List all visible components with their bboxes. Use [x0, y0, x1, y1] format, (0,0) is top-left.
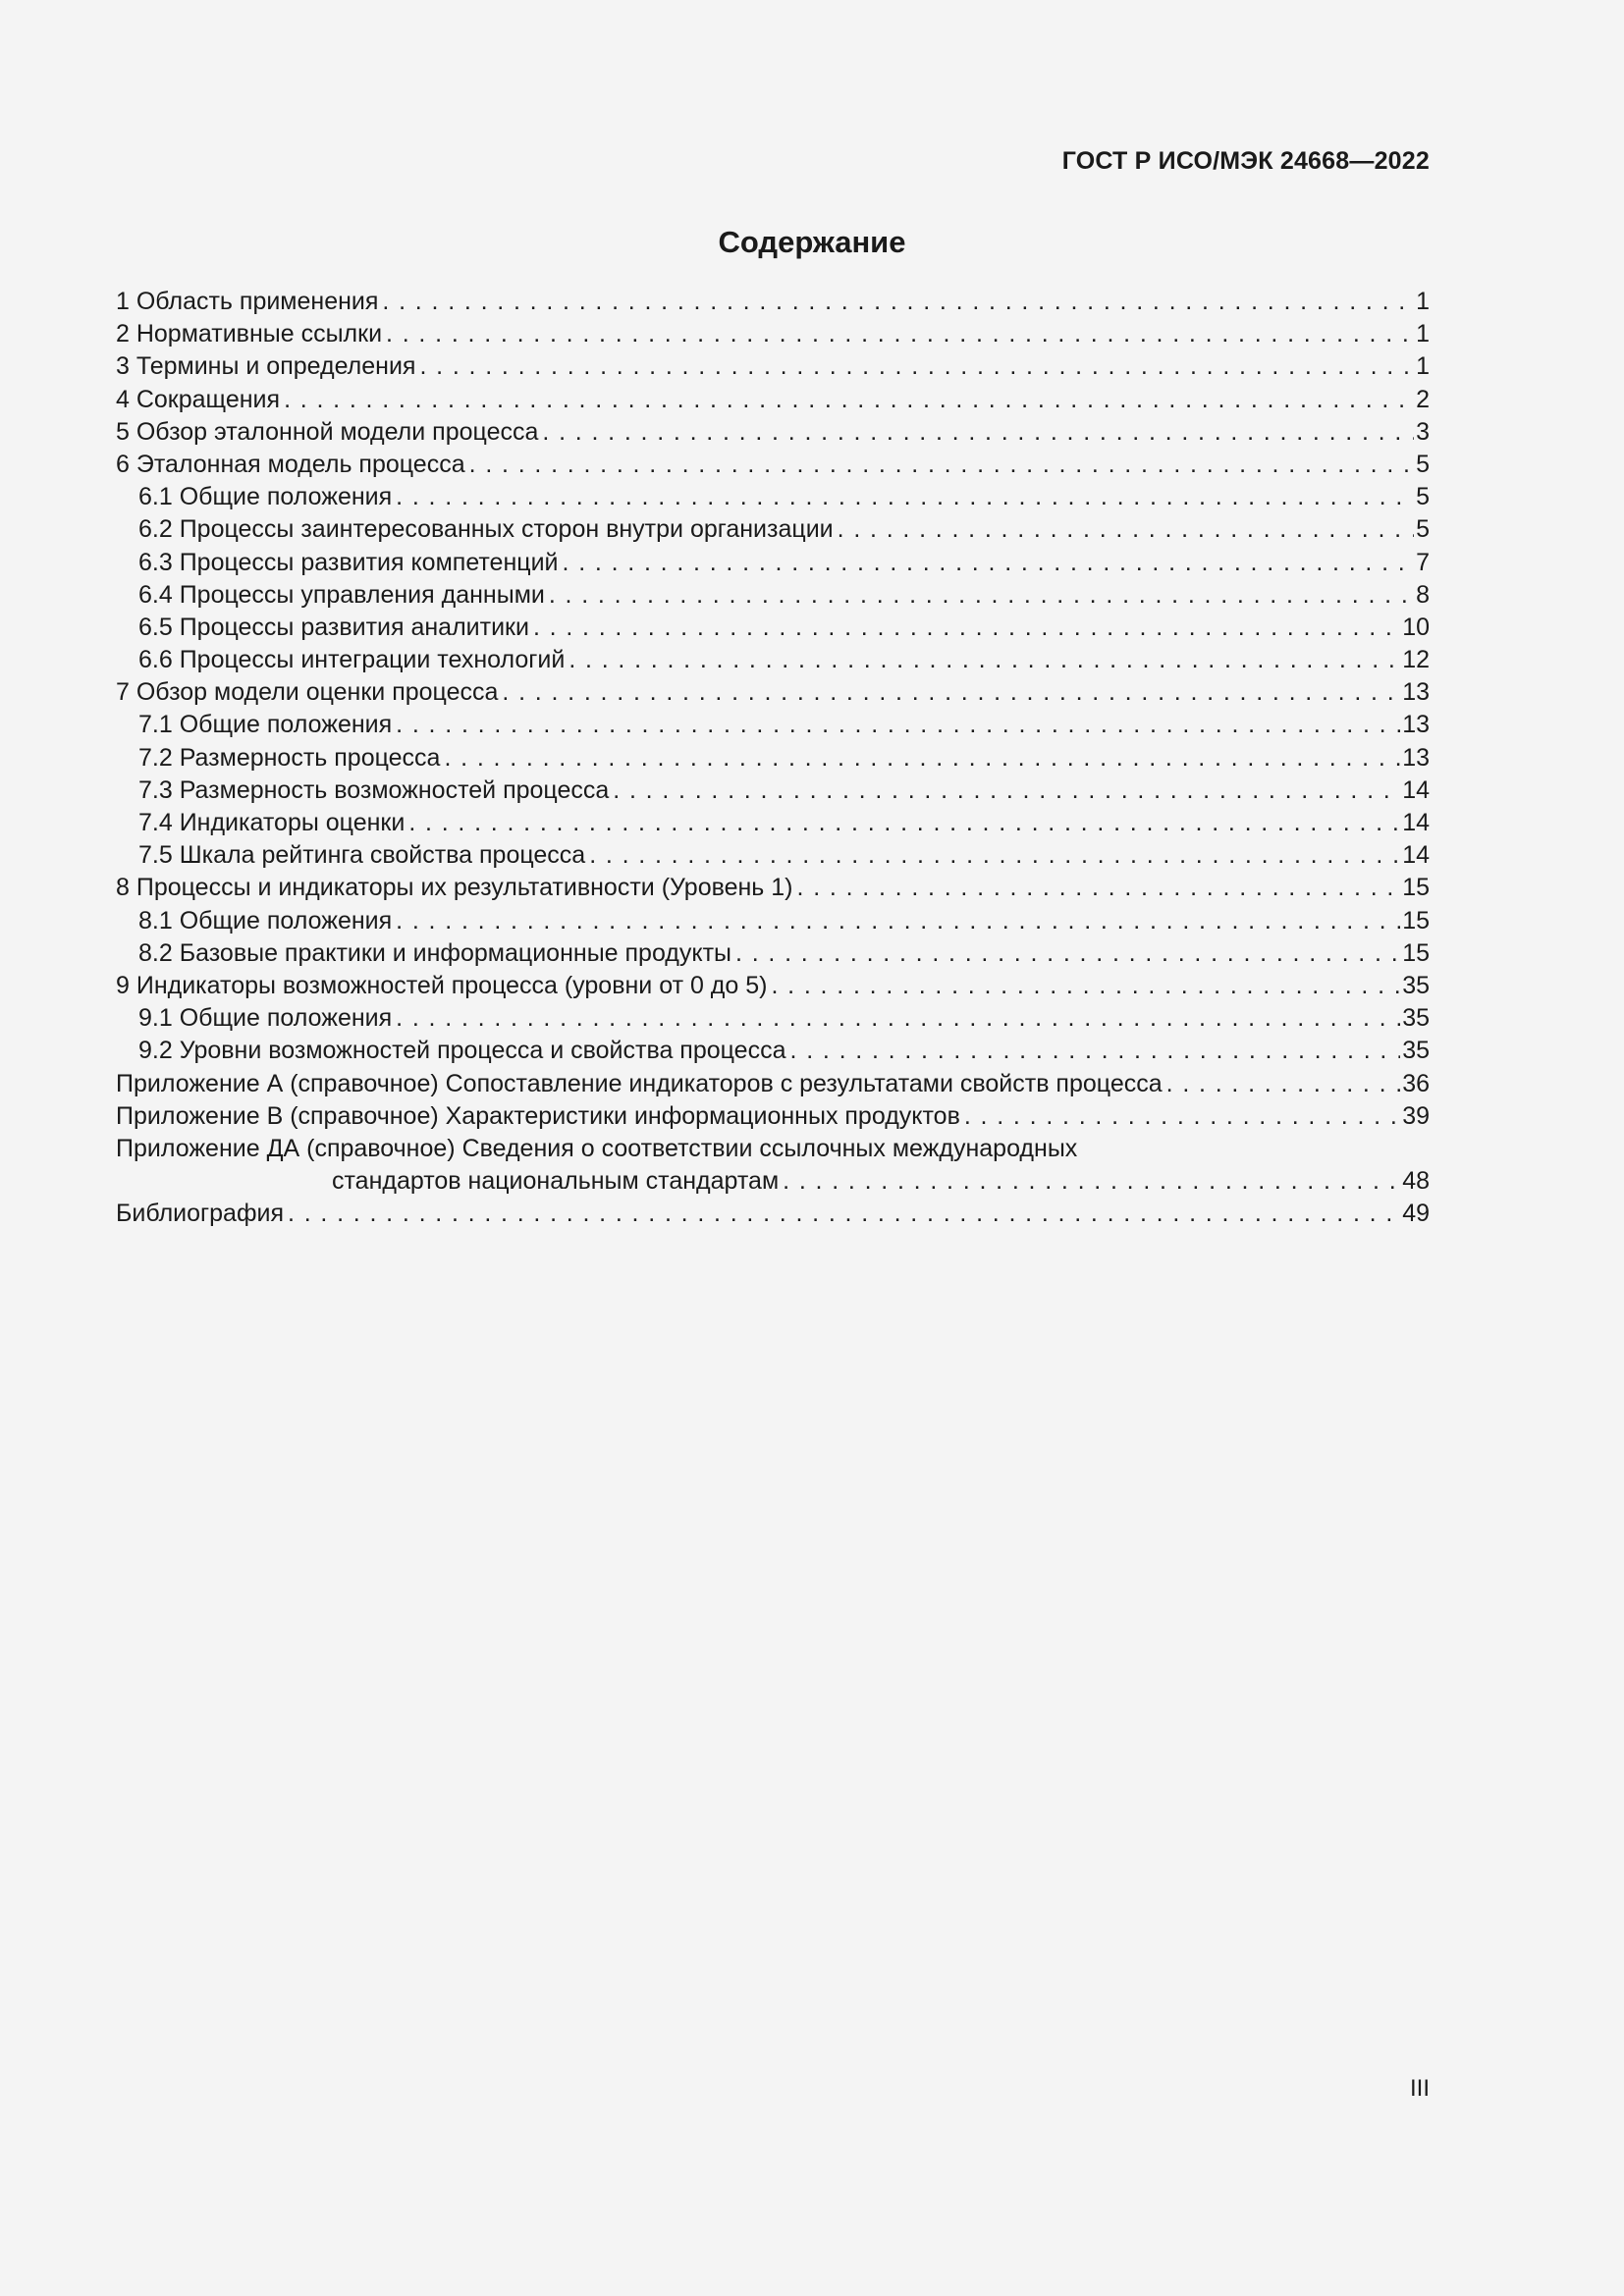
toc-entry-label: 7.4 Индикаторы оценки: [138, 809, 406, 836]
toc-entry-page: 13: [1402, 711, 1430, 739]
toc-leader-dots: [589, 839, 1400, 872]
document-code: ГОСТ Р ИСО/МЭК 24668—2022: [1061, 147, 1430, 175]
toc-entry-8-1[interactable]: [116, 905, 1430, 937]
toc-entry-page: 35: [1402, 971, 1430, 999]
toc-leader-dots: [1166, 1068, 1401, 1100]
toc-entry-label: 7.2 Размерность процесса: [138, 743, 441, 772]
toc-entry-9[interactable]: [116, 970, 1430, 1002]
toc-entry-9-2[interactable]: [116, 1035, 1430, 1067]
toc-entry-5[interactable]: [116, 416, 1430, 449]
toc-entry-4[interactable]: [116, 384, 1430, 416]
toc-entry-label: 1 Область применения: [116, 288, 379, 315]
toc-entry-label: 6.5 Процессы развития аналитики: [138, 613, 529, 641]
toc-entry-page: 49: [1402, 1200, 1430, 1228]
toc-entry-page: 39: [1402, 1101, 1430, 1130]
toc-leader-dots: [502, 676, 1400, 709]
toc-leader-dots: [408, 807, 1400, 839]
toc-entry-page: 13: [1402, 743, 1430, 772]
toc-entry-appendix-a[interactable]: [116, 1068, 1430, 1100]
toc-entry-page: 14: [1402, 809, 1430, 836]
toc-leader-dots: [549, 579, 1414, 612]
toc-entry-page: 35: [1402, 1037, 1430, 1065]
toc-entry-7-1[interactable]: [116, 709, 1430, 741]
toc-entry-6-2[interactable]: [116, 513, 1430, 546]
toc-entry-8-2[interactable]: [116, 937, 1430, 970]
toc-entry-page: 36: [1402, 1069, 1430, 1097]
toc-leader-dots: [396, 709, 1400, 741]
toc-entry-label: 8.2 Базовые практики и информационные продукты: [138, 938, 732, 967]
toc-entry-1[interactable]: [116, 286, 1430, 318]
toc-leader-dots: [533, 612, 1400, 644]
page-number: III: [1409, 2075, 1430, 2102]
toc-leader-dots: [797, 872, 1401, 904]
toc-entry-bibliography[interactable]: [116, 1198, 1430, 1230]
toc-entry-page: 5: [1416, 515, 1430, 544]
toc-entry-appendix-da[interactable]: [116, 1133, 1430, 1165]
toc-leader-dots: [838, 513, 1414, 546]
toc-entry-label: 9.2 Уровни возможностей процесса и свойства процесса: [138, 1037, 786, 1065]
toc-entry-label: 7.1 Общие положения: [138, 711, 393, 739]
toc-entry-label: 7 Обзор модели оценки процесса: [116, 678, 499, 707]
toc-leader-dots: [790, 1035, 1401, 1067]
toc-leader-dots: [288, 1198, 1400, 1230]
toc-entry-label: 8 Процессы и индикаторы их результативности (Уровень 1): [116, 874, 793, 902]
toc-entry-6-3[interactable]: [116, 547, 1430, 579]
toc-leader-dots: [771, 970, 1400, 1002]
toc-entry-page: 7: [1416, 548, 1430, 576]
toc-leader-dots: [396, 481, 1414, 513]
toc-entry-page: 10: [1402, 613, 1430, 641]
toc-leader-dots: [396, 905, 1400, 937]
toc-entry-label: 7.5 Шкала рейтинга свойства процесса: [138, 841, 586, 870]
toc-entry-label: Приложение ДА (справочное) Сведения о соответствии ссылочных международных: [116, 1134, 1078, 1162]
table-of-contents: [116, 286, 1430, 1230]
toc-entry-7-4[interactable]: [116, 807, 1430, 839]
toc-entry-page: 3: [1416, 417, 1430, 446]
toc-entry-page: 5: [1416, 450, 1430, 478]
toc-entry-label: 5 Обзор эталонной модели процесса: [116, 417, 539, 446]
toc-title: Содержание: [718, 225, 906, 259]
toc-entry-label: 6 Эталонная модель процесса: [116, 450, 465, 478]
toc-leader-dots: [563, 547, 1415, 579]
toc-entry-page: 5: [1416, 483, 1430, 511]
toc-leader-dots: [382, 286, 1414, 318]
toc-entry-7-2[interactable]: [116, 742, 1430, 774]
toc-entry-page: 14: [1402, 841, 1430, 870]
toc-leader-dots: [735, 937, 1400, 970]
toc-leader-dots: [396, 1002, 1400, 1035]
toc-entry-appendix-da-continuation[interactable]: [116, 1165, 1430, 1198]
toc-entry-page: 1: [1416, 320, 1430, 348]
toc-leader-dots: [542, 416, 1414, 449]
toc-entry-page: 8: [1416, 580, 1430, 609]
toc-entry-page: 1: [1416, 288, 1430, 315]
toc-entry-label: Приложение В (справочное) Характеристики информационных продуктов: [116, 1101, 960, 1130]
toc-entry-label: Приложение А (справочное) Сопоставление индикаторов с результатами свойств процесса: [116, 1069, 1163, 1097]
toc-entry-label: 9.1 Общие положения: [138, 1004, 393, 1033]
toc-entry-label: 6.2 Процессы заинтересованных сторон внутри организации: [138, 515, 834, 544]
toc-leader-dots: [783, 1165, 1400, 1198]
toc-entry-9-1[interactable]: [116, 1002, 1430, 1035]
toc-entry-label: 4 Сокращения: [116, 385, 281, 413]
toc-entry-label: 2 Нормативные ссылки: [116, 320, 383, 348]
toc-leader-dots: [386, 318, 1414, 350]
toc-leader-dots: [469, 449, 1414, 481]
toc-leader-dots: [419, 350, 1414, 383]
toc-entry-page: 48: [1402, 1167, 1430, 1196]
toc-entry-3[interactable]: [116, 350, 1430, 383]
toc-entry-label: 6.1 Общие положения: [138, 483, 393, 511]
toc-leader-dots: [284, 384, 1414, 416]
toc-entry-appendix-b[interactable]: [116, 1100, 1430, 1133]
toc-entry-8[interactable]: [116, 872, 1430, 904]
toc-entry-label: 6.4 Процессы управления данными: [138, 580, 545, 609]
toc-entry-page: 12: [1402, 646, 1430, 674]
toc-entry-6-1[interactable]: [116, 481, 1430, 513]
toc-entry-page: 14: [1402, 775, 1430, 804]
toc-entry-label: 9 Индикаторы возможностей процесса (уровни от 0 до 5): [116, 971, 768, 999]
toc-leader-dots: [613, 774, 1400, 807]
toc-entry-label: 3 Термины и определения: [116, 352, 416, 381]
toc-entry-page: 2: [1416, 385, 1430, 413]
toc-entry-label: 6.3 Процессы развития компетенций: [138, 548, 559, 576]
toc-entry-6[interactable]: [116, 449, 1430, 481]
toc-entry-label: 7.3 Размерность возможностей процесса: [138, 775, 610, 804]
toc-entry-6-5[interactable]: [116, 612, 1430, 644]
toc-entry-page: 15: [1402, 874, 1430, 902]
toc-entry-7-5[interactable]: [116, 839, 1430, 872]
toc-entry-label: 6.6 Процессы интеграции технологий: [138, 646, 566, 674]
toc-entry-label: 8.1 Общие положения: [138, 906, 393, 934]
toc-entry-page: 1: [1416, 352, 1430, 381]
toc-entry-label: Библиография: [116, 1200, 285, 1228]
toc-leader-dots: [964, 1100, 1400, 1133]
toc-entry-page: 13: [1402, 678, 1430, 707]
toc-entry-2[interactable]: [116, 318, 1430, 350]
toc-entry-7-3[interactable]: [116, 774, 1430, 807]
toc-entry-6-4[interactable]: [116, 579, 1430, 612]
toc-entry-page: 15: [1402, 906, 1430, 934]
toc-entry-7[interactable]: [116, 676, 1430, 709]
toc-entry-6-6[interactable]: [116, 644, 1430, 676]
toc-leader-dots: [444, 742, 1400, 774]
toc-entry-page: 15: [1402, 938, 1430, 967]
toc-entry-page: 35: [1402, 1004, 1430, 1033]
toc-leader-dots: [568, 644, 1400, 676]
toc-entry-label-continuation: стандартов национальным стандартам: [332, 1167, 780, 1196]
